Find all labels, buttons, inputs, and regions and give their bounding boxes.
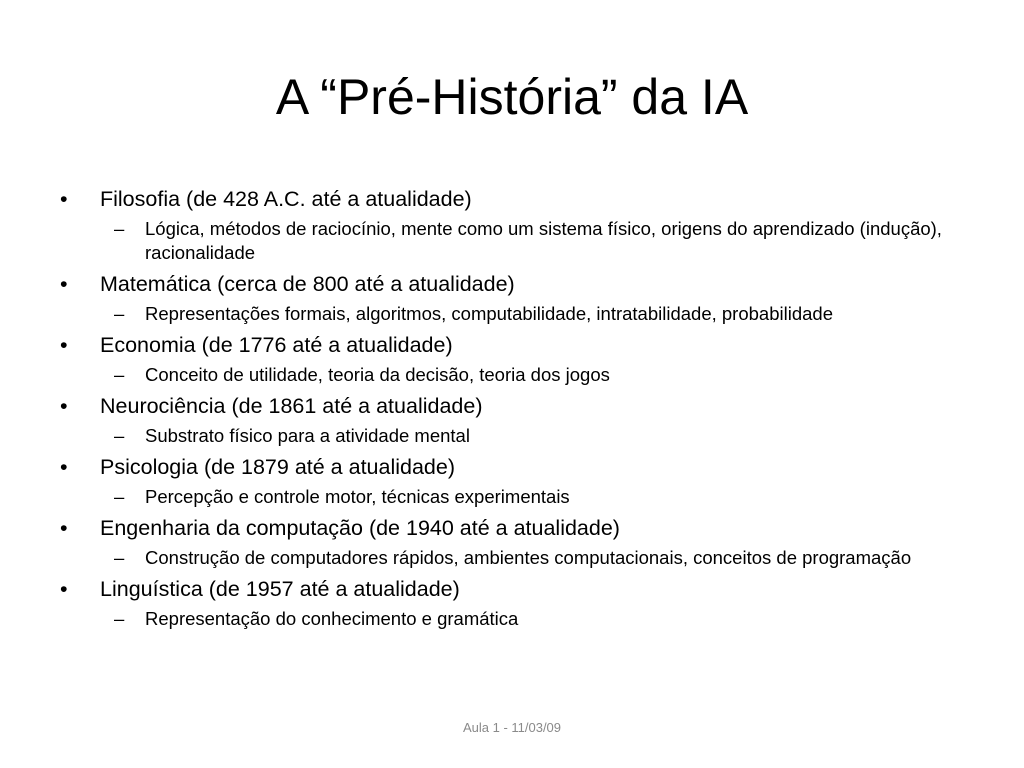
bullet-filosofia: • Filosofia (de 428 A.C. até a atualidade) [56,184,956,214]
sub-bullet-linguistica: – Representação do conhecimento e gramática [56,607,956,631]
bullet-engenharia-computacao: • Engenharia da computação (de 1940 até a atualidade) [56,513,956,543]
bullet-neurociencia: • Neurociência (de 1861 até a atualidade) [56,391,956,421]
bullet-matematica: • Matemática (cerca de 800 até a atualidade) [56,269,956,299]
sub-bullet-economia: – Conceito de utilidade, teoria da decisão, teoria dos jogos [56,363,956,387]
slide-footer: Aula 1 - 11/03/09 [462,720,562,735]
bullet-list [56,180,956,634]
bullet-linguistica: • Linguística (de 1957 até a atualidade) [56,574,956,604]
slide-title: A “Pré-História” da IA [275,69,749,125]
bullet-economia: • Economia (de 1776 até a atualidade) [56,330,956,360]
sub-bullet-filosofia: – Lógica, métodos de raciocínio, mente como um sistema físico, origens do aprendizado (indução), racionalidade [56,217,956,265]
sub-bullet-psicologia: – Percepção e controle motor, técnicas experimentais [56,485,956,509]
sub-bullet-neurociencia: – Substrato físico para a atividade mental [56,424,956,448]
bullet-psicologia: • Psicologia (de 1879 até a atualidade) [56,452,956,482]
sub-bullet-engenharia-computacao: – Construção de computadores rápidos, ambientes computacionais, conceitos de programação [56,546,956,570]
sub-bullet-matematica: – Representações formais, algoritmos, computabilidade, intratabilidade, probabilidade [56,302,956,326]
